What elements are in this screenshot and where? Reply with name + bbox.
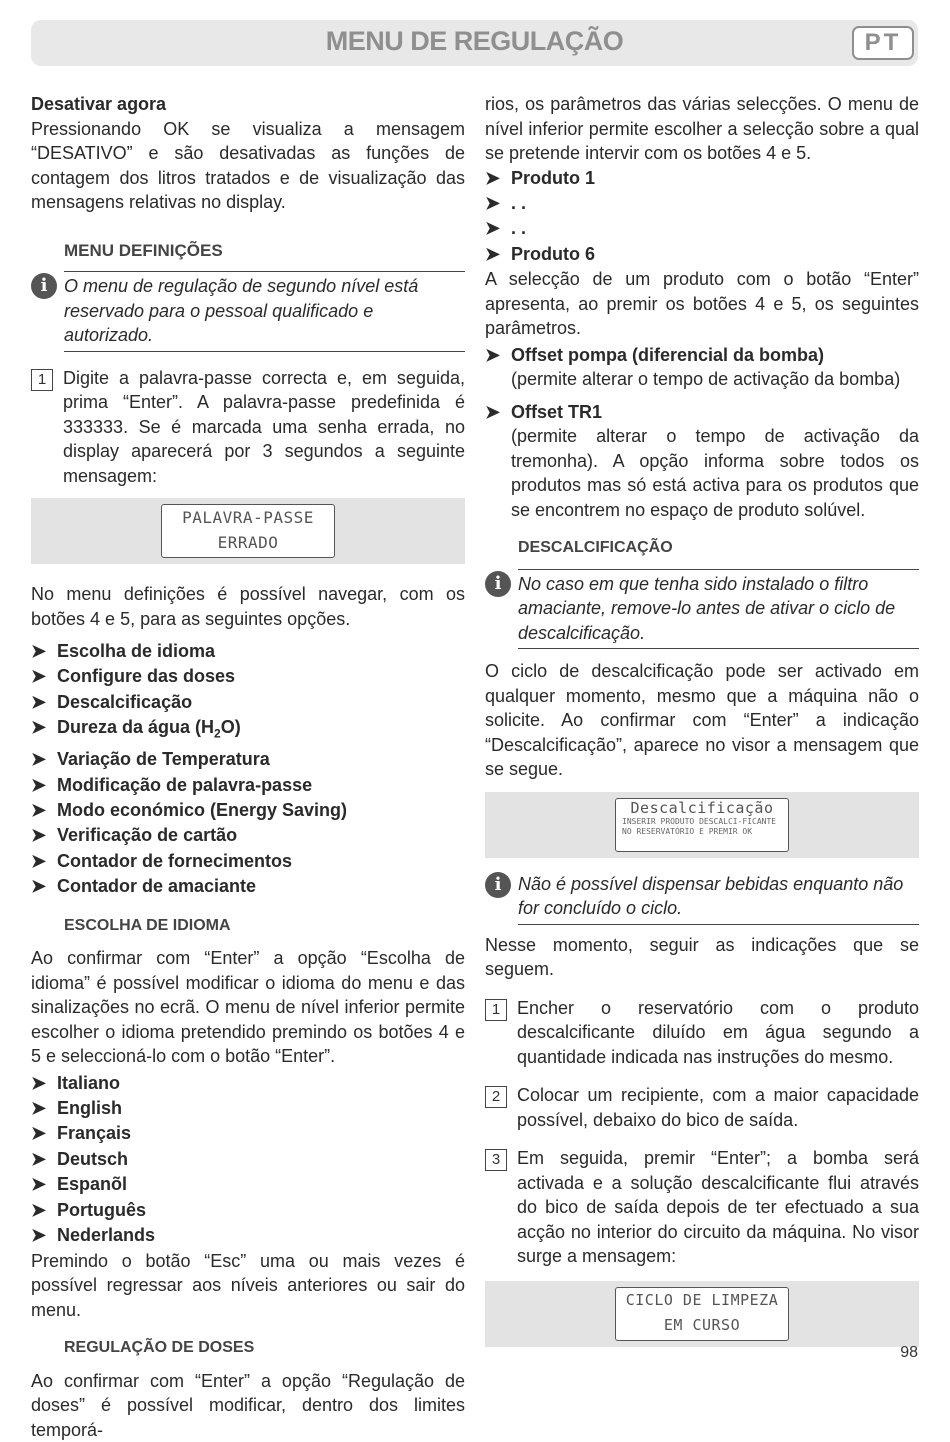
list-item: ➤ Offset pompa (diferencial da bomba) [485,343,919,368]
step-number: 1 [31,369,53,391]
arrow-icon: ➤ [31,798,57,823]
arrow-icon: ➤ [31,823,57,848]
list-item: ➤ Offset TR1 [485,400,919,425]
language-list [31,1071,465,1249]
step-1 [485,996,919,1070]
section-heading-deactivate: Desativar agora [31,92,465,117]
item-description: (permite alterar o tempo de activação da bomba) [485,367,919,392]
step-3 [485,1146,919,1269]
paragraph: Ao confirmar com “Enter” a opção “Escolha de idioma” é possível modificar o idioma do menu e das sinalizações no ecrã. O menu de nível inferior permite escolher o idioma pretendido premindo os botões 4 e 5 e seleccioná-lo com o botão “Enter”. [31,946,465,1069]
step-number: 3 [485,1149,507,1171]
page-number: 98 [900,1344,918,1362]
info-note-text: O menu de regulação de segundo nível está reservado para o pessoal qualificado e autorizado. [64,271,465,352]
arrow-icon: ➤ [31,773,57,798]
lcd-display [161,504,335,558]
list-item: ➤ Produto 1 [485,166,919,191]
arrow-icon: ➤ [31,1198,57,1223]
subheading-language: ESCOLHA DE IDIOMA [31,914,465,939]
language-badge: PT [852,26,914,60]
arrow-icon: ➤ [31,1147,57,1172]
info-note [31,271,465,352]
list-item: ➤ . . [485,191,919,216]
right-column [485,92,919,1347]
arrow-icon: ➤ [31,874,57,899]
lcd-line: ERRADO [162,530,334,555]
page-header [31,20,918,66]
arrow-icon: ➤ [31,849,57,874]
lcd-display [615,798,789,852]
arrow-icon: ➤ [485,216,511,241]
step-text: Colocar um recipiente, com a maior capacidade possível, debaixo do bico de saída. [517,1083,919,1132]
info-note [485,870,919,925]
paragraph: A selecção de um produto com o botão “Enter” apresenta, ao premir os botões 4 e 5, os seguintes parâmetros. [485,267,919,341]
paragraph: O ciclo de descalcificação pode ser activado em qualquer momento, mesmo que a máquina não o solicite. Ao confirmar com “Enter” a indicação “Descalcificação”, aparece no visor a mensagem que se segue. [485,659,919,782]
offset-pump-item [485,343,919,392]
list-item: ➤ . . [485,216,919,241]
lcd-line: INSERIR PRODUTO DESCALCI-FICANTE NO RESERVATÓRIO E PREMIR OK [616,817,788,837]
page-title: MENU DE REGULAÇÃO [31,26,918,57]
arrow-icon: ➤ [31,1223,57,1248]
step-text: Em seguida, premir “Enter”; a bomba será activada e a solução descalcificante flui através do bico de saída depois de ter efectuado a sua acção no interior do circuito da máquina. No visor surge a mensagem: [517,1146,919,1269]
paragraph: No menu definições é possível navegar, com os botões 4 e 5, para as seguintes opções. [31,582,465,631]
subheading-descaling: DESCALCIFICAÇÃO [485,536,919,561]
info-note [485,569,919,650]
list-item: ➤ Escolha de idioma [31,639,465,664]
list-item: ➤ Modo económico (Energy Saving) [31,798,465,823]
subheading-doses: REGULAÇÃO DE DOSES [31,1336,465,1361]
arrow-icon: ➤ [31,664,57,689]
list-item: ➤ Italiano [31,1071,465,1096]
list-item: ➤ Contador de amaciante [31,874,465,899]
arrow-icon: ➤ [485,166,511,191]
arrow-icon: ➤ [31,1071,57,1096]
info-icon: i [485,571,511,597]
step-number: 2 [485,1086,507,1108]
arrow-icon: ➤ [31,715,57,740]
step-text: Digite a palavra-passe correcta e, em seguida, prima “Enter”. A palavra-passe predefinida é 333333. Se é marcada uma senha errada, no display aparecerá por 3 segundos a seguinte mensagem: [63,366,465,489]
display-panel [485,792,919,858]
info-note-text: No caso em que tenha sido instalado o filtro amaciante, remove-lo antes de ativar o ciclo de descalcificação. [518,569,919,650]
product-list [485,166,919,268]
display-panel [485,1281,919,1347]
list-item: ➤ Deutsch [31,1147,465,1172]
info-icon: i [31,273,57,299]
list-item: ➤ Descalcificação [31,690,465,715]
left-column [31,92,465,1442]
lcd-line: Descalcificação [616,799,788,817]
subheading-settings-menu: MENU DEFINIÇÕES [31,239,465,264]
list-item: ➤ Produto 6 [485,242,919,267]
lcd-line: EM CURSO [616,1313,788,1338]
arrow-icon: ➤ [31,747,57,772]
list-item: ➤ Variação de Temperatura [31,747,465,772]
list-item: ➤ Configure das doses [31,664,465,689]
offset-tr1-item [485,400,919,523]
arrow-icon: ➤ [485,343,511,368]
arrow-icon: ➤ [31,1096,57,1121]
list-item: ➤ Contador de fornecimentos [31,849,465,874]
arrow-icon: ➤ [485,242,511,267]
settings-options-list [31,639,465,900]
paragraph: Premindo o botão “Esc” uma ou mais vezes é possível regressar aos níveis anteriores ou sair do menu. [31,1249,465,1323]
list-item: ➤ Français [31,1121,465,1146]
list-item: ➤ Verificação de cartão [31,823,465,848]
list-item: ➤ Dureza da água $(H_2O)$ [31,715,465,747]
paragraph: rios, os parâmetros das várias selecções. O menu de nível inferior permite escolher a selecção sobre a qual se pretende intervir com os botões 4 e 5. [485,92,919,166]
arrow-icon: ➤ [31,1121,57,1146]
lcd-line: PALAVRA-PASSE [162,505,334,530]
item-description: (permite alterar o tempo de activação da tremonha). A opção informa sobre todos os produtos mas só está activa para os produtos que se encontrem no espaço de produto solúvel. [485,424,919,522]
arrow-icon: ➤ [31,690,57,715]
list-item: ➤ Nederlands [31,1223,465,1248]
list-item: ➤ Modificação de palavra-passe [31,773,465,798]
lcd-display [615,1287,789,1341]
paragraph: Ao confirmar com “Enter” a opção “Regulação de doses” é possível modificar, dentro dos limites temporá- [31,1369,465,1442]
step-1 [31,366,465,489]
paragraph: Pressionando OK se visualiza a mensagem “DESATIVO” e são desativadas as funções de contagem dos litros tratados e de visualização das mensagens relativas no display. [31,117,465,215]
step-number: 1 [485,999,507,1021]
arrow-icon: ➤ [31,639,57,664]
info-icon: i [485,872,511,898]
list-item: ➤ Português [31,1198,465,1223]
arrow-icon: ➤ [31,1172,57,1197]
step-2 [485,1083,919,1132]
list-item: ➤ Espanõl [31,1172,465,1197]
paragraph: Nesse momento, seguir as indicações que se seguem. [485,933,919,982]
list-item: ➤ English [31,1096,465,1121]
step-text: Encher o reservatório com o produto descalcificante diluído em água segundo a quantidade indicada nas instruções do mesmo. [517,996,919,1070]
arrow-icon: ➤ [485,400,511,425]
arrow-icon: ➤ [485,191,511,216]
display-panel [31,498,465,564]
lcd-line: CICLO DE LIMPEZA [616,1288,788,1313]
info-note-text: Não é possível dispensar bebidas enquanto não for concluído o ciclo. [518,870,919,925]
